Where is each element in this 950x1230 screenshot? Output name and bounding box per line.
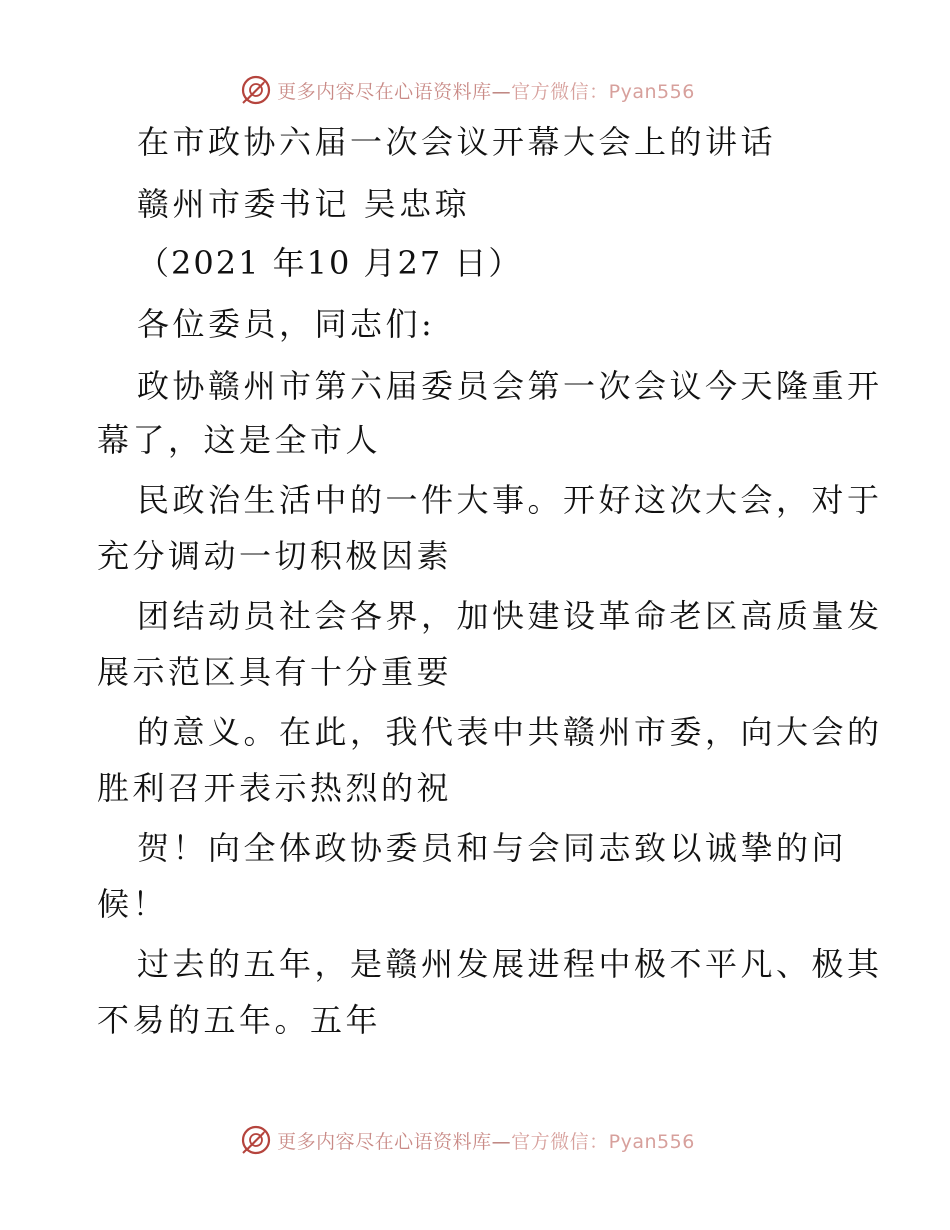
document-title: 在市政协六届一次会议开幕大会上的讲话 [137,123,777,161]
watermark-text: 更多内容尽在心语资料库—官方微信：Pyan556 [277,80,695,103]
paragraph-line: 政协赣州市第六届委员会第一次会议今天隆重开 [137,367,883,405]
pen-logo-icon [239,1123,273,1157]
paragraph-line: 民政治生活中的一件大事。开好这次大会，对于 [137,481,883,519]
paragraph-line: 过去的五年，是赣州发展进程中极不平凡、极其 [137,945,883,983]
paragraph-line: 胜利召开表示热烈的祝 [97,769,453,807]
paragraph-line: 幕了，这是全市人 [97,421,382,459]
paragraph-line: 充分调动一切积极因素 [97,537,453,575]
footer-watermark [0,1120,950,1160]
paragraph-line: 不易的五年。五年 [97,1001,382,1039]
document-salutation: 各位委员，同志们: [137,305,436,343]
pen-logo-icon [239,73,273,107]
document-date: （2021 年10 月27 日） [137,244,523,282]
paragraph-line: 展示范区具有十分重要 [97,653,453,691]
paragraph-line: 团结动员社会各界，加快建设革命老区高质量发 [137,597,883,635]
header-watermark [0,70,950,110]
paragraph-line: 候！ [97,885,169,923]
document-author: 赣州市委书记 吴忠琼 [137,185,471,223]
watermark-text: 更多内容尽在心语资料库—官方微信：Pyan556 [277,1130,695,1153]
paragraph-line: 的意义。在此，我代表中共赣州市委，向大会的 [137,713,883,751]
paragraph-line: 贺！向全体政协委员和与会同志致以诚挚的问 [137,829,848,867]
